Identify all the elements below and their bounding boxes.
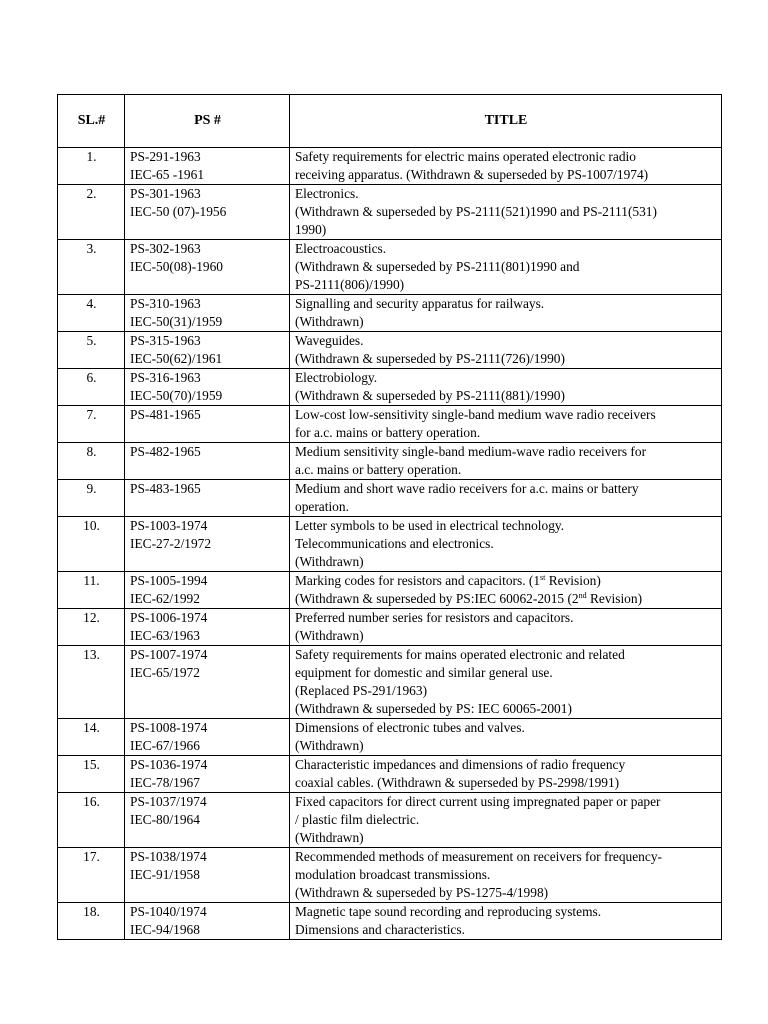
table-row [58, 369, 722, 406]
title-line: (Withdrawn & superseded by PS-1275-4/1998) [295, 885, 549, 900]
table-row [58, 719, 722, 756]
title-line: a.c. mains or battery operation. [295, 462, 462, 477]
standard-code: PS-316-1963 [130, 370, 201, 385]
standard-code: IEC-50(31)/1959 [130, 314, 223, 329]
row-standard-number [125, 240, 290, 295]
table-row [58, 185, 722, 240]
row-serial-number: 9. [58, 480, 125, 517]
row-serial-number: 17. [58, 848, 125, 903]
title-line: equipment for domestic and similar general use. [295, 665, 553, 680]
header-ps: PS # [125, 95, 290, 148]
title-line [295, 590, 717, 608]
row-title [290, 240, 722, 295]
row-serial-number: 5. [58, 332, 125, 369]
row-serial-number: 10. [58, 517, 125, 572]
title-line [295, 572, 717, 590]
table-row [58, 572, 722, 609]
row-standard-number [125, 443, 290, 480]
row-title [290, 369, 722, 406]
title-line: PS-2111(806)/1990) [295, 277, 405, 292]
row-standard-number [125, 793, 290, 848]
row-title [290, 756, 722, 793]
table-row [58, 443, 722, 480]
title-line: Safety requirements for mains operated electronic and related [295, 647, 625, 662]
title-text: Marking codes for resistors and capacitors. (1 [295, 573, 541, 588]
title-line: (Replaced PS-291/1963) [295, 683, 428, 698]
title-line: (Withdrawn) [295, 628, 364, 643]
title-line: (Withdrawn & superseded by PS-2111(881)/1990) [295, 388, 565, 403]
row-title [290, 646, 722, 719]
title-line: (Withdrawn & superseded by PS-2111(801)1990 and [295, 259, 580, 274]
row-serial-number: 6. [58, 369, 125, 406]
row-title [290, 517, 722, 572]
table-header-row [58, 95, 722, 148]
row-serial-number: 13. [58, 646, 125, 719]
title-text: Revision) [545, 573, 601, 588]
title-line: for a.c. mains or battery operation. [295, 425, 481, 440]
standard-code: PS-483-1965 [130, 481, 201, 496]
title-line: operation. [295, 499, 349, 514]
table-row [58, 646, 722, 719]
table-row [58, 903, 722, 940]
row-title [290, 793, 722, 848]
title-line: Characteristic impedances and dimensions of radio frequency [295, 757, 626, 772]
row-standard-number [125, 903, 290, 940]
row-serial-number: 15. [58, 756, 125, 793]
table-row [58, 517, 722, 572]
standard-code: PS-1006-1974 [130, 610, 208, 625]
standard-code: IEC-62/1992 [130, 591, 200, 606]
title-line: Dimensions of electronic tubes and valves. [295, 720, 525, 735]
title-line: (Withdrawn & superseded by PS-2111(726)/1990) [295, 351, 565, 366]
row-standard-number [125, 848, 290, 903]
standard-code: PS-1008-1974 [130, 720, 208, 735]
standard-code: PS-1007-1974 [130, 647, 208, 662]
standards-table [57, 94, 722, 940]
title-line: Safety requirements for electric mains operated electronic radio [295, 149, 636, 164]
row-serial-number: 4. [58, 295, 125, 332]
row-title [290, 572, 722, 609]
title-line: Medium sensitivity single-band medium-wave radio receivers for [295, 444, 647, 459]
standard-code: IEC-91/1958 [130, 867, 200, 882]
ordinal-superscript: nd [578, 591, 587, 600]
row-serial-number: 16. [58, 793, 125, 848]
row-standard-number [125, 572, 290, 609]
title-line: (Withdrawn) [295, 314, 364, 329]
row-serial-number: 7. [58, 406, 125, 443]
standard-code: IEC-80/1964 [130, 812, 200, 827]
row-serial-number: 2. [58, 185, 125, 240]
table-row [58, 609, 722, 646]
title-line: modulation broadcast transmissions. [295, 867, 491, 882]
header-sl: SL.# [58, 95, 125, 148]
title-line: Electrobiology. [295, 370, 378, 385]
row-serial-number: 12. [58, 609, 125, 646]
title-line: Magnetic tape sound recording and reproducing systems. [295, 904, 602, 919]
row-standard-number [125, 756, 290, 793]
standard-code: IEC-50(62)/1961 [130, 351, 223, 366]
title-line: Electronics. [295, 186, 359, 201]
title-line: 1990) [295, 222, 327, 237]
standard-code: IEC-50 (07)-1956 [130, 204, 227, 219]
row-title [290, 332, 722, 369]
row-standard-number [125, 148, 290, 185]
title-line: / plastic film dielectric. [295, 812, 420, 827]
row-title [290, 848, 722, 903]
standard-code: IEC-78/1967 [130, 775, 200, 790]
title-line: Recommended methods of measurement on receivers for frequency- [295, 849, 662, 864]
standard-code: PS-310-1963 [130, 296, 201, 311]
standard-code: PS-302-1963 [130, 241, 201, 256]
table-row [58, 848, 722, 903]
row-standard-number [125, 609, 290, 646]
ordinal-superscript: st [540, 573, 546, 582]
standard-code: IEC-27-2/1972 [130, 536, 212, 551]
row-serial-number: 14. [58, 719, 125, 756]
table-row [58, 793, 722, 848]
row-title [290, 148, 722, 185]
title-text: (Withdrawn & superseded by PS:IEC 60062-2015 (2 [295, 591, 579, 606]
row-standard-number [125, 332, 290, 369]
row-serial-number: 8. [58, 443, 125, 480]
table-row [58, 240, 722, 295]
row-title [290, 406, 722, 443]
row-standard-number [125, 406, 290, 443]
title-line: Letter symbols to be used in electrical technology. [295, 518, 565, 533]
table-row [58, 332, 722, 369]
title-line: Waveguides. [295, 333, 364, 348]
row-title [290, 185, 722, 240]
title-line: Low-cost low-sensitivity single-band medium wave radio receivers [295, 407, 656, 422]
row-title [290, 295, 722, 332]
row-serial-number: 11. [58, 572, 125, 609]
row-title [290, 443, 722, 480]
row-standard-number [125, 369, 290, 406]
title-line: (Withdrawn) [295, 554, 364, 569]
row-title [290, 903, 722, 940]
title-text: Revision) [586, 591, 643, 606]
standard-code: IEC-65 -1961 [130, 167, 205, 182]
row-serial-number: 1. [58, 148, 125, 185]
standard-code: PS-1003-1974 [130, 518, 208, 533]
title-line: Preferred number series for resistors and capacitors. [295, 610, 574, 625]
row-standard-number [125, 719, 290, 756]
standard-code: IEC-67/1966 [130, 738, 200, 753]
standard-code: PS-1005-1994 [130, 573, 208, 588]
standard-code: PS-1037/1974 [130, 794, 207, 809]
standard-code: PS-482-1965 [130, 444, 201, 459]
title-line: Signalling and security apparatus for railways. [295, 296, 545, 311]
title-line: Telecommunications and electronics. [295, 536, 494, 551]
title-line: (Withdrawn) [295, 830, 364, 845]
title-line: (Withdrawn & superseded by PS: IEC 60065-2001) [295, 701, 572, 716]
title-line: Electroacoustics. [295, 241, 387, 256]
row-standard-number [125, 646, 290, 719]
standard-code: PS-315-1963 [130, 333, 201, 348]
title-line: (Withdrawn) [295, 738, 364, 753]
row-serial-number: 3. [58, 240, 125, 295]
table-row [58, 148, 722, 185]
standard-code: PS-291-1963 [130, 149, 201, 164]
standard-code: PS-481-1965 [130, 407, 201, 422]
row-standard-number [125, 185, 290, 240]
table-row [58, 480, 722, 517]
standard-code: IEC-94/1968 [130, 922, 200, 937]
row-serial-number: 18. [58, 903, 125, 940]
row-title [290, 480, 722, 517]
standard-code: PS-1038/1974 [130, 849, 207, 864]
row-standard-number [125, 517, 290, 572]
table-row [58, 406, 722, 443]
header-title: TITLE [290, 95, 722, 148]
row-standard-number [125, 480, 290, 517]
standard-code: IEC-50(08)-1960 [130, 259, 223, 274]
standard-code: IEC-65/1972 [130, 665, 200, 680]
row-standard-number [125, 295, 290, 332]
standard-code: PS-1036-1974 [130, 757, 208, 772]
title-line: Dimensions and characteristics. [295, 922, 465, 937]
title-line: (Withdrawn & superseded by PS-2111(521)1990 and PS-2111(531) [295, 204, 657, 219]
title-line: Medium and short wave radio receivers for a.c. mains or battery [295, 481, 639, 496]
title-line: receiving apparatus. (Withdrawn & superseded by PS-1007/1974) [295, 167, 649, 182]
title-line: coaxial cables. (Withdrawn & superseded by PS-2998/1991) [295, 775, 620, 790]
standard-code: PS-1040/1974 [130, 904, 207, 919]
title-line: Fixed capacitors for direct current using impregnated paper or paper [295, 794, 661, 809]
standard-code: PS-301-1963 [130, 186, 201, 201]
table-row [58, 756, 722, 793]
table-row [58, 295, 722, 332]
standard-code: IEC-63/1963 [130, 628, 200, 643]
table-body [58, 148, 722, 940]
standard-code: IEC-50(70)/1959 [130, 388, 223, 403]
row-title [290, 609, 722, 646]
row-title [290, 719, 722, 756]
